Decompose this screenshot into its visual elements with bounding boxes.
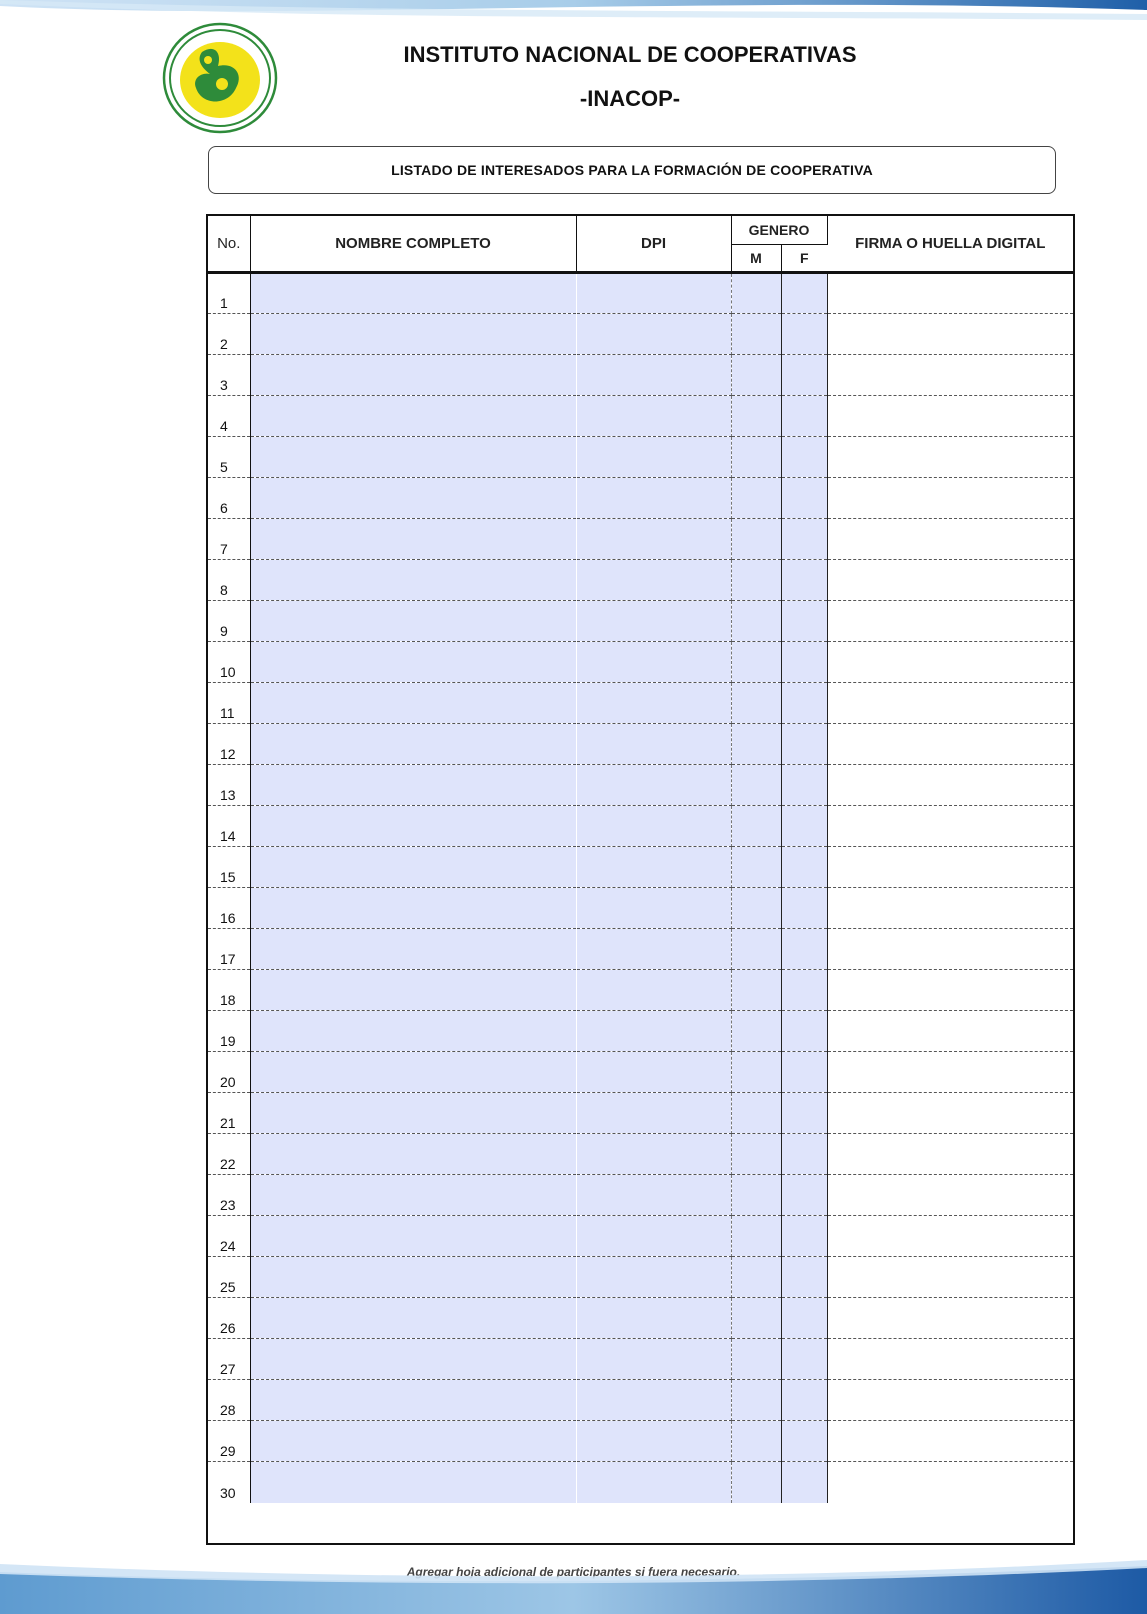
row-number: 30 xyxy=(208,1462,250,1503)
column-header-signature: FIRMA O HUELLA DIGITAL xyxy=(827,216,1073,273)
dpi-field[interactable] xyxy=(576,1011,731,1052)
table-row xyxy=(208,437,1073,478)
row-number: 14 xyxy=(208,806,250,847)
gender-f-field[interactable] xyxy=(781,1093,827,1134)
gender-m-field[interactable] xyxy=(731,929,781,970)
dpi-field[interactable] xyxy=(576,1257,731,1298)
table-row xyxy=(208,970,1073,1011)
dpi-field[interactable] xyxy=(576,1093,731,1134)
gender-f-field[interactable] xyxy=(781,1421,827,1462)
gender-f-field[interactable] xyxy=(781,970,827,1011)
row-number: 19 xyxy=(208,1011,250,1052)
row-number: 16 xyxy=(208,888,250,929)
gender-m-field[interactable] xyxy=(731,683,781,724)
signature-field[interactable] xyxy=(827,765,1073,806)
row-number: 26 xyxy=(208,1298,250,1339)
signature-field[interactable] xyxy=(827,1011,1073,1052)
table-row xyxy=(208,847,1073,888)
name-field[interactable] xyxy=(250,1257,576,1298)
table-row xyxy=(208,601,1073,642)
row-number: 15 xyxy=(208,847,250,888)
table-row xyxy=(208,642,1073,683)
name-field[interactable] xyxy=(250,314,576,355)
signature-field[interactable] xyxy=(827,601,1073,642)
dpi-field[interactable] xyxy=(576,724,731,765)
signature-field[interactable] xyxy=(827,683,1073,724)
gender-m-field[interactable] xyxy=(731,273,781,314)
dpi-field[interactable] xyxy=(576,683,731,724)
name-field[interactable] xyxy=(250,683,576,724)
row-number: 5 xyxy=(208,437,250,478)
institution-title: INSTITUTO NACIONAL DE COOPERATIVAS xyxy=(403,42,857,67)
gender-f-field[interactable] xyxy=(781,1134,827,1175)
signature-field[interactable] xyxy=(827,642,1073,683)
gender-m-field[interactable] xyxy=(731,1011,781,1052)
signature-field[interactable] xyxy=(827,1093,1073,1134)
row-number: 21 xyxy=(208,1093,250,1134)
row-number: 22 xyxy=(208,1134,250,1175)
signature-field[interactable] xyxy=(827,355,1073,396)
signature-field[interactable] xyxy=(827,478,1073,519)
name-field[interactable] xyxy=(250,1175,576,1216)
gender-m-field[interactable] xyxy=(731,355,781,396)
gender-m-field[interactable] xyxy=(731,1298,781,1339)
row-number: 4 xyxy=(208,396,250,437)
name-field[interactable] xyxy=(250,1093,576,1134)
list-subtitle: LISTADO DE INTERESADOS PARA LA FORMACIÓN DE COOPERATIVA xyxy=(208,146,1056,194)
row-number: 27 xyxy=(208,1339,250,1380)
bottom-wave-decoration xyxy=(0,1534,1147,1614)
table-row xyxy=(208,519,1073,560)
signature-field[interactable] xyxy=(827,929,1073,970)
table-row xyxy=(208,478,1073,519)
row-number: 6 xyxy=(208,478,250,519)
gender-f-field[interactable] xyxy=(781,847,827,888)
participants-table xyxy=(206,214,1075,1545)
name-field[interactable] xyxy=(250,437,576,478)
dpi-field[interactable] xyxy=(576,273,731,314)
column-header-dpi: DPI xyxy=(576,216,731,273)
table-row xyxy=(208,888,1073,929)
name-field[interactable] xyxy=(250,1339,576,1380)
gender-m-field[interactable] xyxy=(731,1380,781,1421)
row-number: 23 xyxy=(208,1175,250,1216)
column-header-no: No. xyxy=(208,216,250,273)
gender-f-field[interactable] xyxy=(781,1339,827,1380)
table-row xyxy=(208,1380,1073,1421)
row-number: 29 xyxy=(208,1421,250,1462)
dpi-field[interactable] xyxy=(576,560,731,601)
table-row xyxy=(208,1462,1073,1503)
gender-f-field[interactable] xyxy=(781,642,827,683)
row-number: 10 xyxy=(208,642,250,683)
gender-f-field[interactable] xyxy=(781,1462,827,1503)
gender-m-field[interactable] xyxy=(731,1093,781,1134)
table-row xyxy=(208,1298,1073,1339)
dpi-field[interactable] xyxy=(576,1216,731,1257)
row-number: 3 xyxy=(208,355,250,396)
gender-f-field[interactable] xyxy=(781,929,827,970)
signature-field[interactable] xyxy=(827,1052,1073,1093)
gender-f-field[interactable] xyxy=(781,355,827,396)
gender-m-field[interactable] xyxy=(731,478,781,519)
gender-f-field[interactable] xyxy=(781,437,827,478)
dpi-field[interactable] xyxy=(576,970,731,1011)
table-row xyxy=(208,765,1073,806)
name-field[interactable] xyxy=(250,847,576,888)
name-field[interactable] xyxy=(250,970,576,1011)
name-field[interactable] xyxy=(250,888,576,929)
column-header-f: F xyxy=(781,245,827,273)
dpi-field[interactable] xyxy=(576,1175,731,1216)
row-number: 1 xyxy=(208,273,250,314)
gender-m-field[interactable] xyxy=(731,519,781,560)
name-field[interactable] xyxy=(250,642,576,683)
signature-field[interactable] xyxy=(827,1257,1073,1298)
signature-field[interactable] xyxy=(827,560,1073,601)
name-field[interactable] xyxy=(250,396,576,437)
gender-m-field[interactable] xyxy=(731,1134,781,1175)
table-row xyxy=(208,683,1073,724)
dpi-field[interactable] xyxy=(576,806,731,847)
name-field[interactable] xyxy=(250,724,576,765)
gender-f-field[interactable] xyxy=(781,396,827,437)
signature-field[interactable] xyxy=(827,1462,1073,1503)
signature-field[interactable] xyxy=(827,806,1073,847)
gender-f-field[interactable] xyxy=(781,888,827,929)
name-field[interactable] xyxy=(250,1421,576,1462)
signature-field[interactable] xyxy=(827,1175,1073,1216)
column-header-genero: GENERO xyxy=(731,216,827,245)
gender-f-field[interactable] xyxy=(781,724,827,765)
table-row xyxy=(208,1011,1073,1052)
gender-m-field[interactable] xyxy=(731,806,781,847)
signature-field[interactable] xyxy=(827,724,1073,765)
row-number: 13 xyxy=(208,765,250,806)
table-row xyxy=(208,396,1073,437)
signature-field[interactable] xyxy=(827,1298,1073,1339)
footer-note: Agregar hoja adicional de participantes si fuera necesario. xyxy=(406,1565,741,1579)
signature-field[interactable] xyxy=(827,273,1073,314)
table-row xyxy=(208,355,1073,396)
table-row xyxy=(208,929,1073,970)
gender-f-field[interactable] xyxy=(781,1011,827,1052)
name-field[interactable] xyxy=(250,806,576,847)
dpi-field[interactable] xyxy=(576,1052,731,1093)
gender-f-field[interactable] xyxy=(781,519,827,560)
gender-f-field[interactable] xyxy=(781,1257,827,1298)
gender-f-field[interactable] xyxy=(781,1216,827,1257)
signature-field[interactable] xyxy=(827,970,1073,1011)
row-number: 7 xyxy=(208,519,250,560)
column-header-m: M xyxy=(731,245,781,273)
row-number: 28 xyxy=(208,1380,250,1421)
gender-m-field[interactable] xyxy=(731,642,781,683)
signature-field[interactable] xyxy=(827,396,1073,437)
name-field[interactable] xyxy=(250,1380,576,1421)
name-field[interactable] xyxy=(250,1011,576,1052)
row-number: 11 xyxy=(208,683,250,724)
row-number: 8 xyxy=(208,560,250,601)
gender-f-field[interactable] xyxy=(781,1052,827,1093)
gender-f-field[interactable] xyxy=(781,765,827,806)
gender-f-field[interactable] xyxy=(781,273,827,314)
gender-m-field[interactable] xyxy=(731,888,781,929)
table-row xyxy=(208,273,1073,314)
signature-field[interactable] xyxy=(827,437,1073,478)
inacop-logo-icon xyxy=(162,22,278,134)
gender-m-field[interactable] xyxy=(731,396,781,437)
gender-m-field[interactable] xyxy=(731,1339,781,1380)
name-field[interactable] xyxy=(250,519,576,560)
table-row xyxy=(208,1093,1073,1134)
gender-m-field[interactable] xyxy=(731,1216,781,1257)
table-row xyxy=(208,1052,1073,1093)
gender-m-field[interactable] xyxy=(731,847,781,888)
table-row xyxy=(208,1134,1073,1175)
gender-m-field[interactable] xyxy=(731,724,781,765)
row-number: 17 xyxy=(208,929,250,970)
dpi-field[interactable] xyxy=(576,1421,731,1462)
dpi-field[interactable] xyxy=(576,519,731,560)
dpi-field[interactable] xyxy=(576,1134,731,1175)
gender-f-field[interactable] xyxy=(781,314,827,355)
gender-m-field[interactable] xyxy=(731,1462,781,1503)
signature-field[interactable] xyxy=(827,1339,1073,1380)
gender-f-field[interactable] xyxy=(781,1175,827,1216)
table-row xyxy=(208,806,1073,847)
name-field[interactable] xyxy=(250,273,576,314)
dpi-field[interactable] xyxy=(576,847,731,888)
name-field[interactable] xyxy=(250,560,576,601)
dpi-field[interactable] xyxy=(576,642,731,683)
name-field[interactable] xyxy=(250,355,576,396)
gender-m-field[interactable] xyxy=(731,1175,781,1216)
row-number: 2 xyxy=(208,314,250,355)
dpi-field[interactable] xyxy=(576,478,731,519)
gender-m-field[interactable] xyxy=(731,1257,781,1298)
signature-field[interactable] xyxy=(827,847,1073,888)
row-number: 12 xyxy=(208,724,250,765)
row-number: 25 xyxy=(208,1257,250,1298)
table-row xyxy=(208,1421,1073,1462)
signature-field[interactable] xyxy=(827,888,1073,929)
signature-field[interactable] xyxy=(827,314,1073,355)
dpi-field[interactable] xyxy=(576,1380,731,1421)
dpi-field[interactable] xyxy=(576,314,731,355)
name-field[interactable] xyxy=(250,601,576,642)
name-field[interactable] xyxy=(250,1462,576,1503)
dpi-field[interactable] xyxy=(576,601,731,642)
gender-m-field[interactable] xyxy=(731,560,781,601)
gender-f-field[interactable] xyxy=(781,1298,827,1339)
name-field[interactable] xyxy=(250,765,576,806)
gender-f-field[interactable] xyxy=(781,1380,827,1421)
gender-f-field[interactable] xyxy=(781,806,827,847)
signature-field[interactable] xyxy=(827,519,1073,560)
table-row xyxy=(208,724,1073,765)
gender-m-field[interactable] xyxy=(731,314,781,355)
dpi-field[interactable] xyxy=(576,929,731,970)
table-row xyxy=(208,314,1073,355)
dpi-field[interactable] xyxy=(576,765,731,806)
institution-acronym: -INACOP- xyxy=(579,86,681,111)
name-field[interactable] xyxy=(250,1298,576,1339)
gender-m-field[interactable] xyxy=(731,601,781,642)
table-row xyxy=(208,1216,1073,1257)
column-header-name: NOMBRE COMPLETO xyxy=(250,216,576,273)
gender-m-field[interactable] xyxy=(731,970,781,1011)
name-field[interactable] xyxy=(250,478,576,519)
name-field[interactable] xyxy=(250,929,576,970)
name-field[interactable] xyxy=(250,1134,576,1175)
row-number: 18 xyxy=(208,970,250,1011)
dpi-field[interactable] xyxy=(576,888,731,929)
gender-f-field[interactable] xyxy=(781,478,827,519)
dpi-field[interactable] xyxy=(576,396,731,437)
name-field[interactable] xyxy=(250,1216,576,1257)
gender-m-field[interactable] xyxy=(731,1421,781,1462)
dpi-field[interactable] xyxy=(576,1339,731,1380)
signature-field[interactable] xyxy=(827,1134,1073,1175)
gender-m-field[interactable] xyxy=(731,1052,781,1093)
signature-field[interactable] xyxy=(827,1380,1073,1421)
gender-f-field[interactable] xyxy=(781,560,827,601)
name-field[interactable] xyxy=(250,1052,576,1093)
gender-f-field[interactable] xyxy=(781,601,827,642)
dpi-field[interactable] xyxy=(576,355,731,396)
signature-field[interactable] xyxy=(827,1216,1073,1257)
dpi-field[interactable] xyxy=(576,1298,731,1339)
dpi-field[interactable] xyxy=(576,437,731,478)
signature-field[interactable] xyxy=(827,1421,1073,1462)
table-row xyxy=(208,1175,1073,1216)
gender-f-field[interactable] xyxy=(781,683,827,724)
row-number: 24 xyxy=(208,1216,250,1257)
row-number: 9 xyxy=(208,601,250,642)
table-row xyxy=(208,560,1073,601)
table-row xyxy=(208,1257,1073,1298)
row-number: 20 xyxy=(208,1052,250,1093)
gender-m-field[interactable] xyxy=(731,437,781,478)
table-row xyxy=(208,1339,1073,1380)
gender-m-field[interactable] xyxy=(731,765,781,806)
dpi-field[interactable] xyxy=(576,1462,731,1503)
